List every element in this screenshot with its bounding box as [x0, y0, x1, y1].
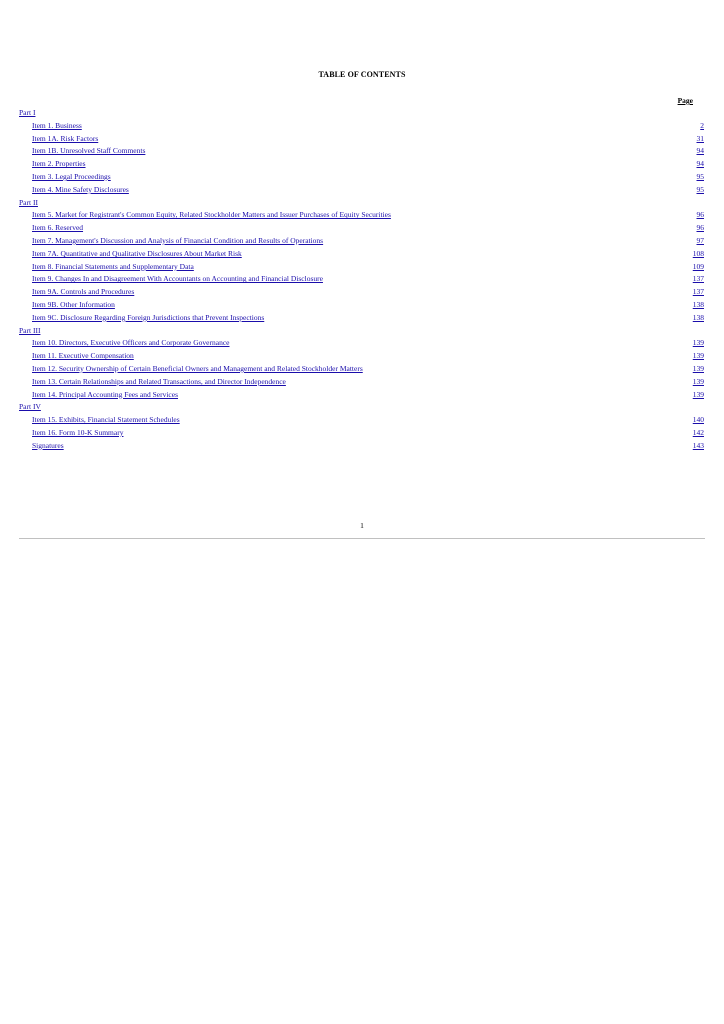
toc-page-link[interactable]: 96: [696, 210, 704, 220]
toc-row: [19, 440, 704, 453]
toc-page-link[interactable]: 137: [692, 274, 704, 284]
toc-item-link[interactable]: Item 1A. Risk Factors: [32, 133, 99, 143]
toc-row: [19, 133, 704, 146]
toc-page-link[interactable]: 143: [692, 440, 704, 450]
document-title: TABLE OF CONTENTS: [318, 70, 406, 79]
toc-item-link[interactable]: Item 1. Business: [32, 120, 82, 130]
toc-row: [19, 120, 704, 133]
toc-item-link[interactable]: Item 5. Market for Registrant's Common Equity, Related Stockholder Matters and Issuer Purchases of Equity Securities: [32, 210, 391, 220]
part-3-link[interactable]: Part III: [19, 325, 41, 335]
page-number: 1: [360, 521, 364, 530]
toc-item-link[interactable]: Item 14. Principal Accounting Fees and Services: [32, 389, 179, 399]
toc-row: [19, 414, 704, 427]
toc-page-link[interactable]: 139: [692, 351, 704, 361]
toc-part-2: [19, 197, 704, 210]
toc-page-link[interactable]: 139: [692, 363, 704, 373]
toc-row: [19, 222, 704, 235]
toc-page-link[interactable]: 139: [692, 376, 704, 386]
toc-row: [19, 286, 704, 299]
part-2-link[interactable]: Part II: [19, 197, 38, 207]
toc-item-link[interactable]: Item 15. Exhibits, Financial Statement Schedules: [32, 415, 180, 425]
toc-page-link[interactable]: 108: [692, 248, 704, 258]
toc-item-link[interactable]: Item 6. Reserved: [32, 223, 84, 233]
toc-row: [19, 235, 704, 248]
toc-item-link[interactable]: Item 13. Certain Relationships and Related Transactions, and Director Independence: [32, 376, 286, 386]
part-1-link[interactable]: Part I: [19, 108, 36, 117]
part-4-link[interactable]: Part IV: [19, 402, 41, 412]
toc-item-link[interactable]: Item 4. Mine Safety Disclosures: [32, 184, 129, 194]
toc-page-link[interactable]: 94: [696, 159, 704, 169]
toc-item-link[interactable]: Item 16. Form 10-K Summary: [32, 427, 124, 437]
toc-row: [19, 337, 704, 350]
page-column-header: Page: [677, 96, 693, 105]
toc-page-link[interactable]: 31: [696, 133, 704, 143]
toc-page-link[interactable]: 95: [696, 184, 704, 194]
toc-page-link[interactable]: 140: [692, 415, 704, 425]
toc-row: [19, 376, 704, 389]
toc-page-link[interactable]: 142: [692, 427, 704, 437]
toc-row: [19, 350, 704, 363]
toc-page-link[interactable]: 139: [692, 338, 704, 348]
toc-row: [19, 312, 704, 325]
toc-row: [19, 363, 704, 376]
toc-page-link[interactable]: 138: [692, 299, 704, 309]
toc-page-link[interactable]: 137: [692, 287, 704, 297]
toc-row: [19, 209, 704, 222]
toc-row: [19, 261, 704, 274]
toc-row: [19, 158, 704, 171]
toc-page-link[interactable]: 95: [696, 171, 704, 181]
toc-item-link[interactable]: Item 2. Properties: [32, 159, 86, 169]
toc-item-link[interactable]: Item 9B. Other Information: [32, 299, 115, 309]
toc-item-link[interactable]: Item 3. Legal Proceedings: [32, 171, 111, 181]
toc-row: [19, 299, 704, 312]
toc-part-1: [19, 107, 704, 120]
toc-item-link[interactable]: Item 12. Security Ownership of Certain Beneficial Owners and Management and Related Stockholder Matters: [32, 363, 363, 373]
toc-page-link[interactable]: 109: [692, 261, 704, 271]
toc-row: [19, 273, 704, 286]
toc-item-link[interactable]: Item 7A. Quantitative and Qualitative Disclosures About Market Risk: [32, 248, 242, 258]
toc-page-link[interactable]: 138: [692, 312, 704, 322]
toc-item-link[interactable]: Item 10. Directors, Executive Officers and Corporate Governance: [32, 338, 230, 348]
toc-page-link[interactable]: 94: [696, 146, 704, 156]
toc-item-link[interactable]: Item 9A. Controls and Procedures: [32, 287, 135, 297]
toc-row: [19, 184, 704, 197]
toc-page-link[interactable]: 2: [700, 120, 704, 130]
table-of-contents: [19, 107, 704, 453]
toc-item-link[interactable]: Item 7. Management's Discussion and Analysis of Financial Condition and Results of Operations: [32, 235, 324, 245]
toc-item-link[interactable]: Item 1B. Unresolved Staff Comments: [32, 146, 146, 156]
toc-item-link[interactable]: Item 11. Executive Compensation: [32, 351, 134, 361]
toc-row: [19, 145, 704, 158]
toc-part-4: [19, 401, 704, 414]
toc-row: [19, 427, 704, 440]
toc-item-link[interactable]: Signatures: [32, 440, 64, 450]
toc-row: [19, 248, 704, 261]
toc-item-link[interactable]: Item 9C. Disclosure Regarding Foreign Jurisdictions that Prevent Inspections: [32, 312, 265, 322]
toc-item-link[interactable]: Item 9. Changes In and Disagreement With Accountants on Accounting and Financial Disclosure: [32, 274, 323, 284]
toc-page-link[interactable]: 96: [696, 223, 704, 233]
toc-part-3: [19, 325, 704, 338]
toc-item-link[interactable]: Item 8. Financial Statements and Supplementary Data: [32, 261, 194, 271]
toc-row: [19, 389, 704, 402]
toc-row: [19, 171, 704, 184]
toc-page-link[interactable]: 97: [696, 235, 704, 245]
toc-page-link[interactable]: 139: [692, 389, 704, 399]
page-divider: [19, 538, 705, 539]
